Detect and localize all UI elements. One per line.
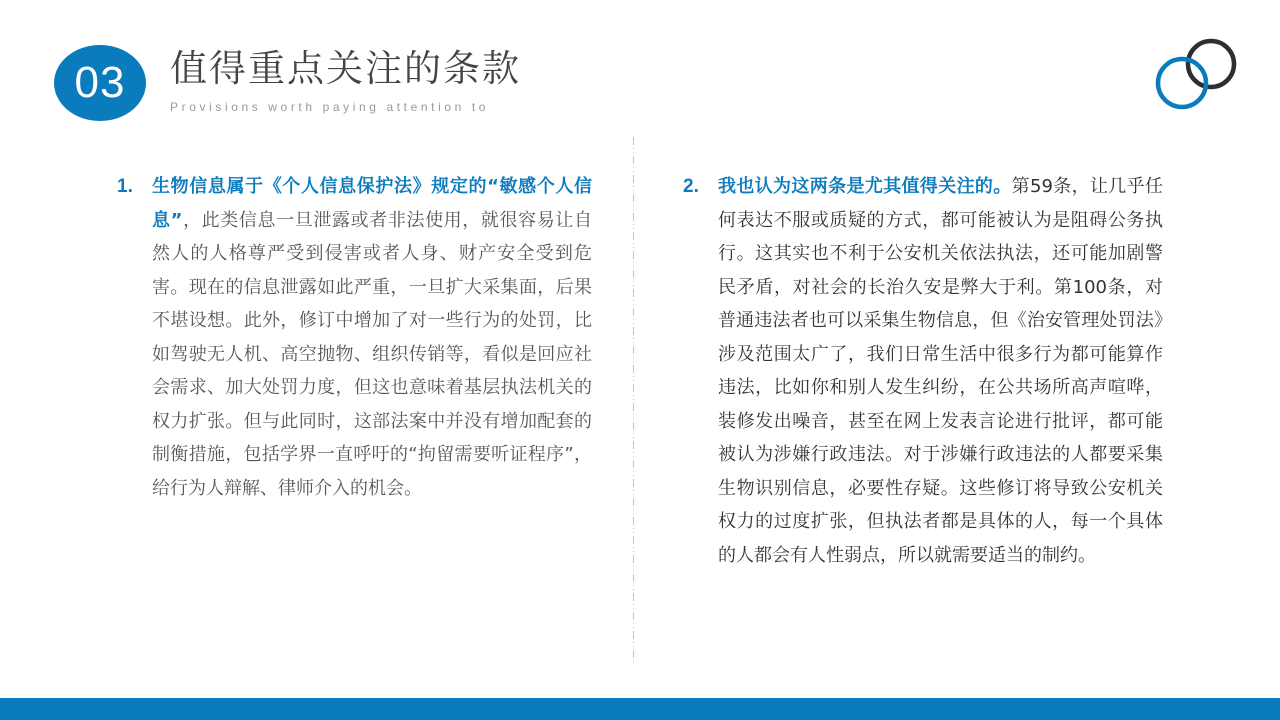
page-subtitle: Provisions worth paying attention to — [170, 100, 490, 114]
item-text — [152, 170, 592, 505]
section-number-badge — [54, 45, 146, 121]
item-body: ，此类信息一旦泄露或者非法使用，就很容易让自然人的人格尊严受到侵害或者人身、财产安全受到危害。现在的信息泄露如此严重，一旦扩大采集面，后果不堪设想。此外，修订中增加了对一些行为的处罚，比如驾驶无人机、高空抛物、组织传销等，看似是回应社会需求、加大处罚力度，但这也意味着基层执法机关的权力扩张。但与此同时，这部法案中并没有增加配套的制衡措施，包括学界一直呼吁的“拘留需要听证程序”，给行为人辩解、律师介入的机会。 — [152, 209, 592, 499]
footer-bar — [0, 698, 1280, 720]
item-text — [718, 170, 1163, 572]
item-body: 第59条，让几乎任何表达不服或质疑的方式，都可能被认为是阻碍公务执行。这其实也不利于公安机关依法执法，还可能加剧警民矛盾，对社会的长治久安是弊大于利。第100条，对普通违法者也可以采集生物信息，但《治安管理处罚法》涉及范围太广了，我们日常生活中很多行为都可能算作违法，比如你和别人发生纠纷，在公共场所高声喧哗，装修发出噪音，甚至在网上发表言论进行批评，都可能被认为涉嫌行政违法。对于涉嫌行政违法的人都要采集生物识别信息，必要性存疑。这些修订将导致公安机关权力的过度扩张，但执法者都是具体的人，每一个具体的人都会有人性弱点，所以就需要适当的制约。 — [718, 176, 1164, 566]
item-highlight: 生物信息属于《个人信息保护法》规定的“敏感个人信息” — [152, 176, 592, 231]
page-title: 值得重点关注的条款 — [170, 47, 521, 90]
item-highlight: 我也认为这两条是尤其值得关注的。 — [718, 176, 1012, 197]
item-number: 1. — [117, 176, 133, 197]
interlocking-rings-icon — [1150, 35, 1242, 115]
section-number: 03 — [74, 58, 126, 107]
item-number: 2. — [683, 176, 699, 197]
provision-item-1 — [117, 170, 592, 505]
column-divider — [633, 137, 634, 663]
provision-item-2 — [683, 170, 1163, 572]
